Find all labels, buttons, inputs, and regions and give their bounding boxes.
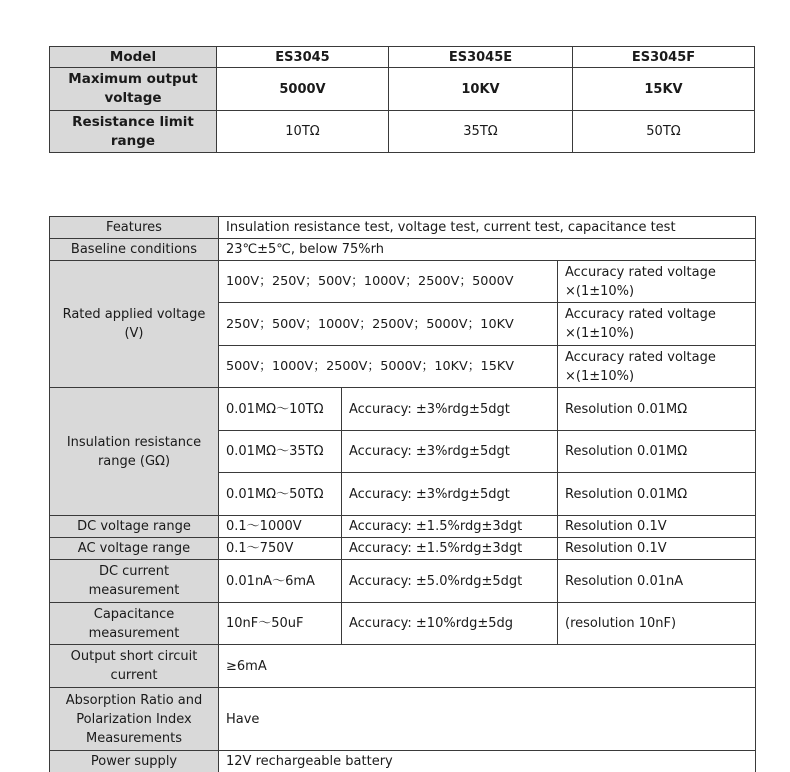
specifications-table [49,216,756,772]
short-circuit-value: ≥6mA [219,645,756,688]
insulation-resolution: Resolution 0.01MΩ [558,388,756,431]
insulation-range-value: 0.01MΩ～50TΩ [219,473,342,516]
model-name-es3045: ES3045 [217,47,389,68]
ac-voltage-range: 0.1～750V [219,538,342,560]
max-voltage-value: 10KV [389,68,573,111]
dc-current-accuracy: Accuracy: ±5.0%rdg±5dgt [342,560,558,603]
model-name-es3045f: ES3045F [573,47,755,68]
absorption-value: Have [219,688,756,751]
dc-voltage-label: DC voltage range [50,516,219,538]
capacitance-label: Capacitance measurement [50,603,219,645]
dc-voltage-resolution: Resolution 0.1V [558,516,756,538]
power-supply-label: Power supply [50,751,219,772]
rated-voltage-range: 500V；1000V；2500V；5000V；10KV；15KV [219,346,558,388]
rated-voltage-accuracy: Accuracy rated voltage ×(1±10%) [558,346,756,388]
dc-voltage-range: 0.1～1000V [219,516,342,538]
model-name-es3045e: ES3045E [389,47,573,68]
max-output-voltage-label: Maximum output voltage [50,68,217,111]
rated-voltage-accuracy: Accuracy rated voltage ×(1±10%) [558,261,756,303]
short-circuit-label: Output short circuit current [50,645,219,688]
insulation-range-value: 0.01MΩ～10TΩ [219,388,342,431]
features-row [50,217,756,239]
power-supply-row [50,751,756,772]
max-voltage-value: 5000V [217,68,389,111]
max-output-voltage-row [50,68,755,111]
insulation-row [50,388,756,431]
features-label: Features [50,217,219,239]
max-voltage-value: 15KV [573,68,755,111]
resistance-limit-row [50,111,755,153]
insulation-range-value: 0.01MΩ～35TΩ [219,431,342,473]
power-supply-value: 12V rechargeable battery [219,751,756,772]
rated-voltage-row [50,261,756,303]
short-circuit-row [50,645,756,688]
capacitance-accuracy: Accuracy: ±10%rdg±5dg [342,603,558,645]
absorption-row [50,688,756,751]
resistance-limit-value: 50TΩ [573,111,755,153]
insulation-accuracy: Accuracy: ±3%rdg±5dgt [342,388,558,431]
absorption-label: Absorption Ratio and Polarization Index Measurements [50,688,219,751]
insulation-range-label: Insulation resistance range (GΩ) [50,388,219,516]
dc-current-row [50,560,756,603]
baseline-label: Baseline conditions [50,239,219,261]
rated-voltage-range: 250V；500V；1000V；2500V；5000V；10KV [219,303,558,346]
insulation-resolution: Resolution 0.01MΩ [558,431,756,473]
model-header-row [50,47,755,68]
capacitance-range: 10nF～50uF [219,603,342,645]
capacitance-resolution: (resolution 10nF) [558,603,756,645]
capacitance-row [50,603,756,645]
ac-voltage-label: AC voltage range [50,538,219,560]
model-comparison-table [49,46,755,153]
baseline-row [50,239,756,261]
ac-voltage-row [50,538,756,560]
dc-current-label: DC current measurement [50,560,219,603]
baseline-value: 23℃±5℃, below 75%rh [219,239,756,261]
ac-voltage-resolution: Resolution 0.1V [558,538,756,560]
insulation-accuracy: Accuracy: ±3%rdg±5dgt [342,431,558,473]
insulation-resolution: Resolution 0.01MΩ [558,473,756,516]
dc-voltage-row [50,516,756,538]
resistance-limit-value: 35TΩ [389,111,573,153]
ac-voltage-accuracy: Accuracy: ±1.5%rdg±3dgt [342,538,558,560]
dc-current-range: 0.01nA～6mA [219,560,342,603]
insulation-accuracy: Accuracy: ±3%rdg±5dgt [342,473,558,516]
resistance-limit-value: 10TΩ [217,111,389,153]
resistance-limit-label: Resistance limit range [50,111,217,153]
rated-voltage-accuracy: Accuracy rated voltage ×(1±10%) [558,303,756,346]
rated-voltage-range: 100V；250V；500V；1000V；2500V；5000V [219,261,558,303]
model-header-label: Model [50,47,217,68]
dc-current-resolution: Resolution 0.01nA [558,560,756,603]
rated-voltage-label: Rated applied voltage (V) [50,261,219,388]
dc-voltage-accuracy: Accuracy: ±1.5%rdg±3dgt [342,516,558,538]
features-value: Insulation resistance test, voltage test, current test, capacitance test [219,217,756,239]
